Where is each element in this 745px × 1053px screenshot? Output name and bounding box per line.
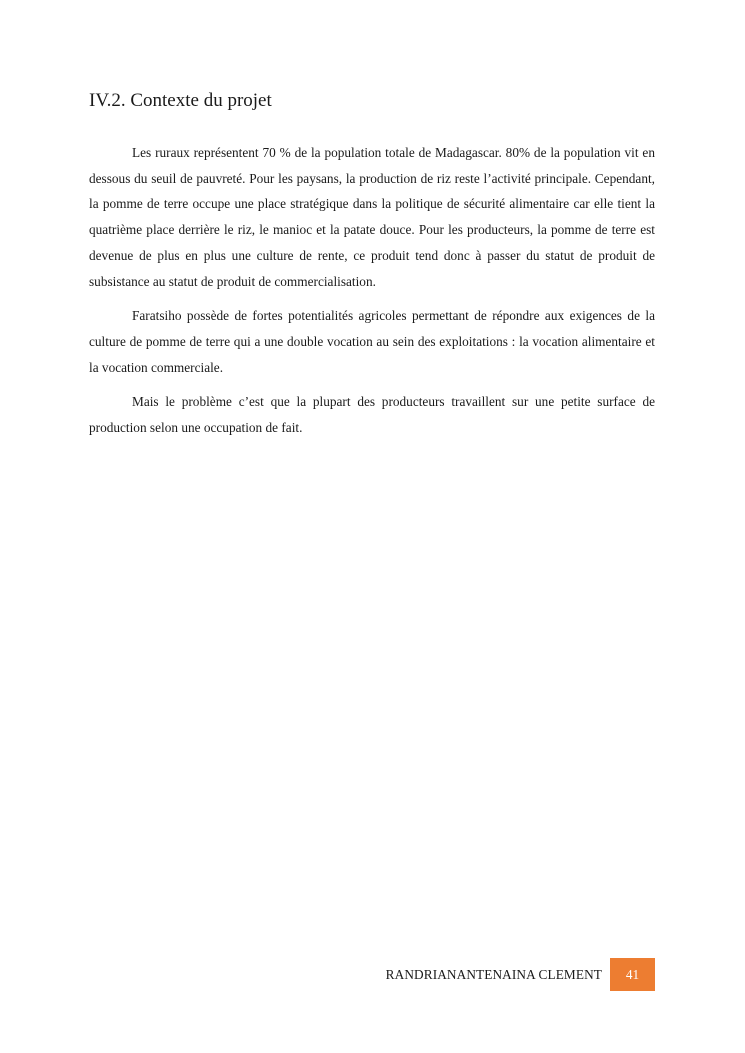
footer-author: RANDRIANANTENAINA CLEMENT (385, 966, 602, 982)
body-text (89, 140, 655, 450)
page-footer (386, 958, 655, 991)
paragraph-context-population: Les ruraux représentent 70 % de la population totale de Madagascar. 80% de la population vit en dessous du seuil de pauvreté. Pour les paysans, la production de riz reste l’activité principale. Cependant, la pomme de terre occupe une place stratégique dans la politique de sécurité alimentaire car elle tient la quatrième place derrière le riz, le manioc et la patate douce. Pour les producteurs, la pomme de terre est devenue de plus en plus une culture de rente, ce produit tend donc à passer du statut de produit de subsistance au statut de produit de commercialisation. (89, 145, 655, 289)
paragraph-problem-statement: Mais le problème c’est que la plupart des producteurs travaillent sur une petite surface de production selon une occupation de fait. (89, 394, 655, 436)
section-heading: IV.2. Contexte du projet (89, 90, 272, 111)
paragraph-faratsiho-potential: Faratsiho possède de fortes potentialités agricoles permettant de répondre aux exigences de la culture de pomme de terre qui a une double vocation au sein des exploitations : la vocation alimentaire et la vocation commerciale. (89, 308, 655, 375)
page-number-badge: 41 (610, 958, 655, 991)
